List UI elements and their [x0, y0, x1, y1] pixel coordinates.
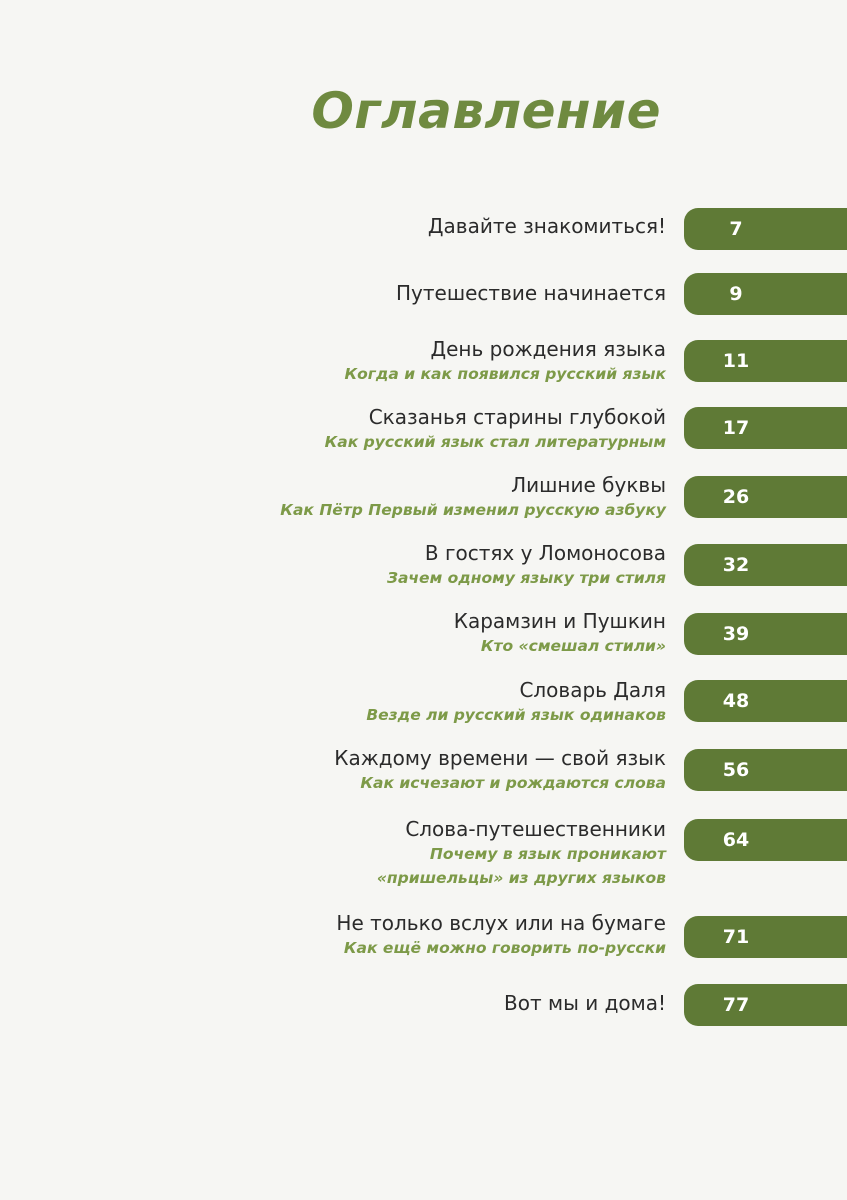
page-number: 77	[722, 994, 750, 1016]
page-number-tab	[684, 544, 847, 586]
page-number: 39	[722, 623, 750, 645]
entry-title: Слова-путешественники	[405, 817, 666, 841]
page-number-tab	[684, 476, 847, 518]
page-number-tab	[684, 273, 847, 315]
page-number-tab	[684, 749, 847, 791]
page-number-tab	[684, 407, 847, 449]
page-number-tab	[684, 340, 847, 382]
entry-subtitle: Зачем одному языку три стиля	[386, 569, 666, 587]
page-number: 11	[722, 350, 750, 372]
page-title: Оглавление	[311, 82, 661, 140]
entry-subtitle: Когда и как появился русский язык	[344, 365, 666, 383]
entry-title: Каждому времени — свой язык	[334, 746, 666, 770]
entry-subtitle-line2: «пришельцы» из других языков	[376, 869, 666, 887]
entry-subtitle: Как исчезают и рождаются слова	[360, 774, 666, 792]
page-number-tab	[684, 984, 847, 1026]
entry-title: Словарь Даля	[519, 678, 666, 702]
entry-title: День рождения языка	[430, 337, 666, 361]
entry-title: Вот мы и дома!	[504, 991, 666, 1015]
entry-subtitle: Кто «смешал стили»	[480, 637, 666, 655]
page-number: 64	[722, 829, 750, 851]
entry-title: Лишние буквы	[511, 473, 666, 497]
page-number-tab	[684, 916, 847, 958]
entry-title: Карамзин и Пушкин	[453, 609, 666, 633]
entry-title: Не только вслух или на бумаге	[336, 911, 666, 935]
page-number: 56	[722, 759, 750, 781]
page-number: 17	[722, 417, 750, 439]
entry-subtitle: Как русский язык стал литературным	[324, 433, 666, 451]
page-number-tab	[684, 680, 847, 722]
page-number: 9	[729, 283, 743, 305]
page-number-tab	[684, 208, 847, 250]
page-number: 7	[729, 218, 743, 240]
page-number: 32	[722, 554, 750, 576]
page-number-tab	[684, 613, 847, 655]
page-number: 71	[722, 926, 750, 948]
entry-title: В гостях у Ломоносова	[424, 541, 666, 565]
page-number-tab	[684, 819, 847, 861]
entry-title: Давайте знакомиться!	[427, 214, 666, 238]
entry-subtitle: Везде ли русский язык одинаков	[366, 706, 666, 724]
entry-subtitle: Как ещё можно говорить по-русски	[343, 939, 666, 957]
page-number: 48	[722, 690, 750, 712]
entry-subtitle: Как Пётр Первый изменил русскую азбуку	[280, 501, 666, 519]
entry-title: Сказанья старины глубокой	[368, 405, 666, 429]
page-number: 26	[722, 486, 750, 508]
entry-title: Путешествие начинается	[396, 281, 666, 305]
entry-subtitle: Почему в язык проникают	[429, 845, 666, 863]
